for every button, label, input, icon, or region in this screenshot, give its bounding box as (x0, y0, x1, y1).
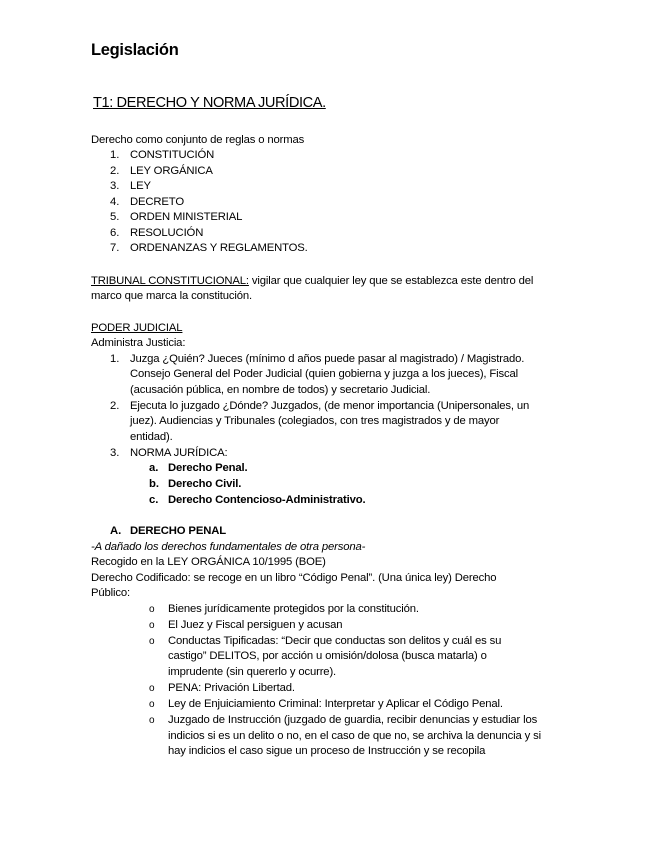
dp-italic-note: -A dañado los derechos fundamentales de otra persona- (91, 541, 366, 553)
list-item: ORDENANZAS Y REGLAMENTOS. (130, 242, 308, 254)
tc-text: vigilar que cualquier ley que se establezca este dentro del (248, 275, 534, 287)
list-item: RESOLUCIÓN (130, 227, 204, 239)
document-title: Legislación (91, 41, 179, 59)
list-item: ORDEN MINISTERIAL (130, 211, 243, 223)
bullet-item-line: Conductas Tipificadas: “Decir que conductas son delitos y cuál es su (168, 635, 502, 647)
list-item: LEY (130, 180, 151, 192)
list-item-line: (acusación pública, en nombre de todos) y secretario Judicial. (130, 384, 431, 396)
list-number: 2. (110, 400, 120, 412)
dp-text-line: Recogido en la LEY ORGÁNICA 10/1995 (BOE) (91, 556, 326, 568)
pj-subheading: Administra Justicia: (91, 337, 186, 349)
tc-paragraph-line-1 (91, 274, 533, 290)
list-item-line: Juzga ¿Quién? Jueces (mínimo d años puede pasar al magistrado) / Magistrado. (130, 353, 525, 365)
list-number: 1. (110, 353, 120, 365)
list-number: 4. (110, 196, 120, 208)
sublist-letter: a. (149, 462, 159, 474)
list-number: 7. (110, 242, 120, 254)
intro-text: Derecho como conjunto de reglas o normas (91, 134, 305, 146)
dp-text-line: Derecho Codificado: se recoge en un libro “Código Penal”. (Una única ley) Derecho (91, 572, 497, 584)
sublist-letter: c. (149, 494, 159, 506)
list-number: 1. (110, 149, 120, 161)
dp-text-line: Público: (91, 587, 130, 599)
bullet-marker: o (149, 715, 155, 726)
bullet-item-line: imprudente (sin quererlo y ocurre). (168, 666, 337, 678)
tc-label: TRIBUNAL CONSTITUCIONAL: (91, 275, 249, 287)
list-item-line: entidad). (130, 431, 173, 443)
bullet-item-line: castigo” DELITOS, por acción u omisión/dolosa (busca matarla) o (168, 650, 487, 662)
bullet-item-line: indicios si es un delito o no, en el caso de que no, se archiva la denuncia y si (168, 730, 541, 742)
list-item: LEY ORGÁNICA (130, 165, 213, 177)
sublist-item: Derecho Penal. (168, 462, 248, 474)
tc-paragraph-line-2: marco que marca la constitución. (91, 290, 252, 302)
list-item-line: Ejecuta lo juzgado ¿Dónde? Juzgados, (de menor importancia (Unipersonales, un (130, 400, 530, 412)
list-number: 5. (110, 211, 120, 223)
sublist-letter: b. (149, 478, 160, 490)
bullet-item-line: Juzgado de Instrucción (juzgado de guardia, recibir denuncias y estudiar los (168, 714, 538, 726)
list-number: 3. (110, 447, 120, 459)
list-item: DECRETO (130, 196, 184, 208)
bullet-item-line: PENA: Privación Libertad. (168, 682, 295, 694)
pj-heading: PODER JUDICIAL (91, 322, 183, 334)
list-number: 2. (110, 165, 120, 177)
bullet-marker: o (149, 604, 155, 615)
dp-heading: DERECHO PENAL (130, 525, 226, 537)
list-item: CONSTITUCIÓN (130, 149, 215, 161)
bullet-marker: o (149, 636, 155, 647)
list-number: 3. (110, 180, 120, 192)
section-letter: A. (110, 525, 122, 537)
bullet-item-line: El Juez y Fiscal persiguen y acusan (168, 619, 343, 631)
bullet-marker: o (149, 683, 155, 694)
list-item-line: NORMA JURÍDICA: (130, 447, 228, 459)
list-item-line: juez). Audiencias y Tribunales (colegiados, con tres magistrados y de mayor (130, 415, 500, 427)
bullet-item-line: hay indicios el caso sigue un proceso de Instrucción y se recopila (168, 745, 486, 757)
bullet-item-line: Ley de Enjuiciamiento Criminal: Interpretar y Aplicar el Código Penal. (168, 698, 503, 710)
list-number: 6. (110, 227, 120, 239)
list-item-line: Consejo General del Poder Judicial (quien gobierna y juzga a los jueces), Fiscal (130, 368, 519, 380)
sublist-item: Derecho Contencioso-Administrativo. (168, 494, 366, 506)
bullet-item-line: Bienes jurídicamente protegidos por la constitución. (168, 603, 419, 615)
bullet-marker: o (149, 620, 155, 631)
bullet-marker: o (149, 699, 155, 710)
sublist-item: Derecho Civil. (168, 478, 242, 490)
section-heading-t1: T1: DERECHO Y NORMA JURÍDICA. (93, 95, 326, 111)
